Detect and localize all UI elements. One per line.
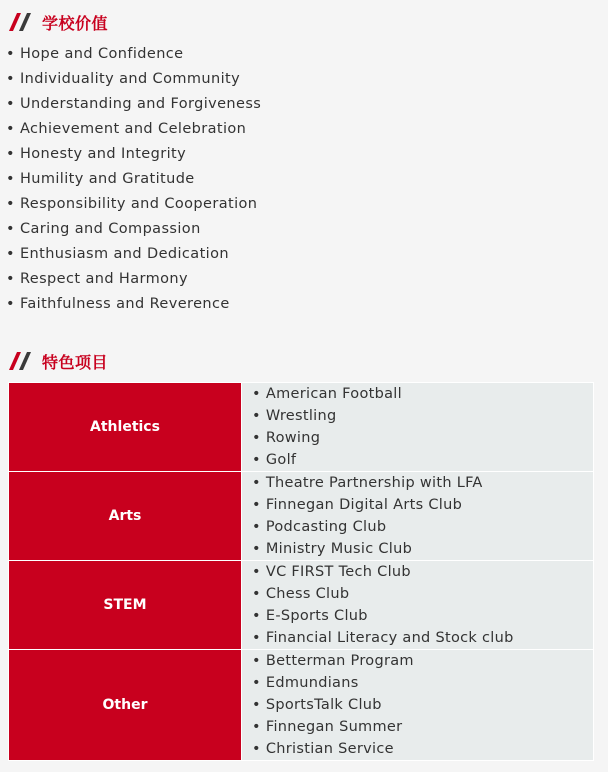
double-slash-icon	[8, 351, 34, 371]
program-item	[252, 405, 593, 427]
value-item-label: Enthusiasm and Dedication	[19, 246, 229, 262]
bullet-icon: •	[6, 246, 15, 262]
program-item-label: Ministry Music Club	[265, 541, 413, 557]
program-item	[252, 605, 593, 627]
program-item	[252, 494, 593, 516]
bullet-icon: •	[252, 630, 261, 646]
bullet-icon: •	[252, 741, 261, 757]
program-item-label: Christian Service	[265, 741, 394, 757]
value-item-label: Caring and Compassion	[19, 221, 201, 237]
programs-section-title: 特色项目	[42, 352, 109, 372]
bullet-icon: •	[6, 96, 15, 112]
program-item-label: E-Sports Club	[265, 608, 368, 624]
bullet-icon: •	[6, 121, 15, 137]
value-item	[6, 267, 261, 292]
program-item-label: VC FIRST Tech Club	[265, 564, 411, 580]
program-item-label: Betterman Program	[265, 653, 414, 669]
value-item	[6, 92, 261, 117]
program-item	[252, 738, 593, 760]
value-item	[6, 117, 261, 142]
program-row	[9, 472, 594, 561]
program-item	[252, 472, 593, 494]
program-items-list	[252, 383, 593, 471]
bullet-icon: •	[252, 608, 261, 624]
value-item	[6, 142, 261, 167]
program-items-cell	[242, 561, 594, 650]
program-category: Other	[9, 650, 242, 761]
value-item-label: Faithfulness and Reverence	[19, 296, 230, 312]
bullet-icon: •	[252, 719, 261, 735]
value-item-label: Achievement and Celebration	[19, 121, 247, 137]
value-item	[6, 292, 261, 317]
program-item	[252, 383, 593, 405]
bullet-icon: •	[6, 271, 15, 287]
program-item-label: American Football	[265, 386, 402, 402]
values-section-title: 学校价值	[42, 13, 109, 33]
values-section-header	[8, 10, 108, 34]
program-item-label: Finnegan Digital Arts Club	[265, 497, 463, 513]
bullet-icon: •	[252, 675, 261, 691]
bullet-icon: •	[252, 653, 261, 669]
value-item	[6, 67, 261, 92]
bullet-icon: •	[252, 586, 261, 602]
bullet-icon: •	[252, 519, 261, 535]
program-item	[252, 716, 593, 738]
program-row	[9, 383, 594, 472]
bullet-icon: •	[6, 71, 15, 87]
bullet-icon: •	[252, 408, 261, 424]
double-slash-icon	[8, 12, 34, 32]
bullet-icon: •	[6, 46, 15, 62]
program-row	[9, 650, 594, 761]
program-items-cell	[242, 472, 594, 561]
bullet-icon: •	[252, 475, 261, 491]
bullet-icon: •	[252, 430, 261, 446]
programs-section-header	[8, 349, 108, 373]
program-item	[252, 538, 593, 560]
bullet-icon: •	[252, 497, 261, 513]
value-item	[6, 167, 261, 192]
program-category: Athletics	[9, 383, 242, 472]
program-item	[252, 516, 593, 538]
value-item-label: Individuality and Community	[19, 71, 241, 87]
value-item	[6, 42, 261, 67]
value-item	[6, 192, 261, 217]
program-items-list	[252, 650, 593, 760]
value-item-label: Hope and Confidence	[19, 46, 184, 62]
bullet-icon: •	[252, 697, 261, 713]
program-item-label: Wrestling	[265, 408, 337, 424]
value-item	[6, 242, 261, 267]
program-category: STEM	[9, 561, 242, 650]
program-item-label: Theatre Partnership with LFA	[265, 475, 483, 491]
program-item	[252, 449, 593, 471]
bullet-icon: •	[252, 386, 261, 402]
program-items-list	[252, 561, 593, 649]
program-item-label: SportsTalk Club	[265, 697, 382, 713]
value-item-label: Honesty and Integrity	[19, 146, 187, 162]
bullet-icon: •	[6, 171, 15, 187]
program-row	[9, 561, 594, 650]
bullet-icon: •	[252, 564, 261, 580]
program-item	[252, 561, 593, 583]
program-category: Arts	[9, 472, 242, 561]
bullet-icon: •	[6, 296, 15, 312]
program-items-list	[252, 472, 593, 560]
program-item-label: Financial Literacy and Stock club	[265, 630, 514, 646]
program-item	[252, 694, 593, 716]
program-item	[252, 583, 593, 605]
program-item-label: Rowing	[265, 430, 321, 446]
value-item-label: Humility and Gratitude	[19, 171, 195, 187]
program-item	[252, 427, 593, 449]
bullet-icon: •	[252, 452, 261, 468]
value-item	[6, 217, 261, 242]
value-item-label: Respect and Harmony	[19, 271, 188, 287]
program-item	[252, 650, 593, 672]
values-list	[6, 42, 261, 317]
value-item-label: Understanding and Forgiveness	[19, 96, 262, 112]
program-item-label: Chess Club	[265, 586, 350, 602]
bullet-icon: •	[6, 196, 15, 212]
programs-table	[8, 382, 594, 761]
bullet-icon: •	[6, 146, 15, 162]
program-item-label: Podcasting Club	[265, 519, 387, 535]
bullet-icon: •	[6, 221, 15, 237]
program-item-label: Edmundians	[265, 675, 359, 691]
program-items-cell	[242, 650, 594, 761]
program-item	[252, 627, 593, 649]
bullet-icon: •	[252, 541, 261, 557]
program-item-label: Golf	[265, 452, 297, 468]
program-item	[252, 672, 593, 694]
program-item-label: Finnegan Summer	[265, 719, 403, 735]
program-items-cell	[242, 383, 594, 472]
value-item-label: Responsibility and Cooperation	[19, 196, 258, 212]
